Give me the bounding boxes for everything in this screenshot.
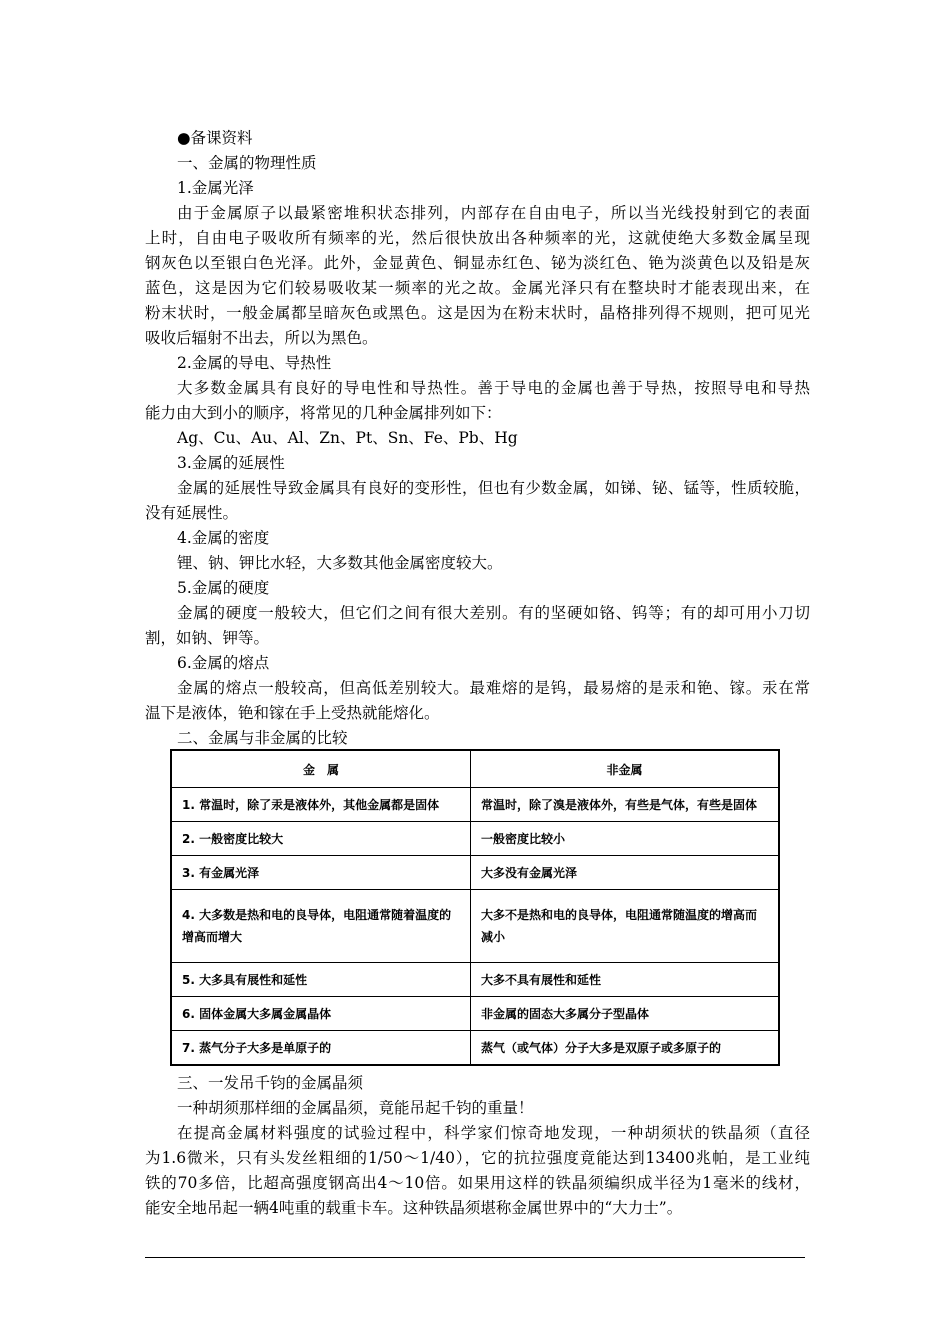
paragraph-line: 割，如钠、钾等。 (145, 629, 270, 647)
paragraph-line: 粉末状时，一般金属都呈暗灰色或黑色。这是因为在粉末状时，晶格排列得不规则，把可见光 (145, 304, 810, 322)
table-row (171, 788, 779, 822)
table-cell: 常温时，除了溴是液体外，有些是气体，有些是固体 (471, 788, 780, 822)
subsection-title: 1.金属光泽 (177, 179, 254, 197)
footer-divider (145, 1257, 805, 1258)
table-header-row (171, 750, 779, 788)
section-2-title: 二、金属与非金属的比较 (177, 729, 348, 747)
paragraph-line: 上时，自由电子吸收所有频率的光，然后很快放出各种频率的光，这就使绝大多数金属呈现 (145, 229, 810, 247)
paragraph-line: 钢灰色以至银白色光泽。此外，金显黄色、铜显赤红色、铋为淡红色、铯为淡黄色以及铅是灰 (145, 254, 810, 272)
paragraph-line: 温下是液体，铯和镓在手上受热就能熔化。 (145, 704, 440, 722)
subsection-title: 2.金属的导电、导热性 (177, 354, 332, 372)
subsection-title: 6.金属的熔点 (177, 654, 270, 672)
subsection-title: 3.金属的延展性 (177, 454, 285, 472)
table-row (171, 963, 779, 997)
table-row (171, 997, 779, 1031)
column-header-metal: 金 属 (171, 750, 471, 788)
table-cell: 5. 大多具有展性和延性 (171, 963, 471, 997)
paragraph-line: 在提高金属材料强度的试验过程中，科学家们惊奇地发现，一种胡须状的铁晶须（直径 (177, 1124, 810, 1142)
table-cell: 4. 大多数是热和电的良导体，电阻通常随着温度的增高而增大 (171, 890, 471, 963)
table-cell: 6. 固体金属大多属金属晶体 (171, 997, 471, 1031)
paragraph-line: 金属的延展性导致金属具有良好的变形性，但也有少数金属，如锑、铋、锰等，性质较脆， (177, 479, 810, 497)
paragraph-line: 吸收后辐射不出去，所以为黑色。 (145, 329, 378, 347)
table-cell: 一般密度比较小 (471, 822, 780, 856)
paragraph-line: 铁的70多倍，比超高强度钢高出4～10倍。如果用这样的铁晶须编织成半径为1毫米的线材， (145, 1174, 810, 1192)
section-header: ●备课资料 (177, 129, 253, 147)
table-cell: 蒸气（或气体）分子大多是双原子或多原子的 (471, 1031, 780, 1066)
table-cell: 大多没有金属光泽 (471, 856, 780, 890)
table-row (171, 890, 779, 963)
paragraph-line: 能安全地吊起一辆4吨重的载重卡车。这种铁晶须堪称金属世界中的“大力士”。 (145, 1199, 683, 1217)
table-cell: 1. 常温时，除了汞是液体外，其他金属都是固体 (171, 788, 471, 822)
table-cell: 3. 有金属光泽 (171, 856, 471, 890)
column-header-nonmetal: 非金属 (471, 750, 780, 788)
paragraph-line: 没有延展性。 (145, 504, 239, 522)
comparison-table (170, 749, 780, 1066)
table-row (171, 822, 779, 856)
table-cell: 7. 蒸气分子大多是单原子的 (171, 1031, 471, 1066)
paragraph-line: 大多数金属具有良好的导电性和导热性。善于导电的金属也善于导热，按照导电和导热 (177, 379, 810, 397)
table-row (171, 1031, 779, 1066)
paragraph-line: 锂、钠、钾比水轻，大多数其他金属密度较大。 (177, 554, 503, 572)
metal-order-list: Ag、Cu、Au、Al、Zn、Pt、Sn、Fe、Pb、Hg (177, 429, 518, 447)
section-1-title: 一、金属的物理性质 (177, 154, 317, 172)
section-3-title: 三、一发吊千钧的金属晶须 (177, 1074, 364, 1092)
paragraph-line: 一种胡须那样细的金属晶须，竟能吊起千钧的重量！ (177, 1099, 534, 1117)
paragraph-line: 金属的硬度一般较大，但它们之间有很大差别。有的坚硬如铬、钨等；有的却可用小刀切 (177, 604, 810, 622)
paragraph-line: 金属的熔点一般较高，但高低差别较大。最难熔的是钨，最易熔的是汞和铯、镓。汞在常 (177, 679, 810, 697)
table-cell: 大多不是热和电的良导体，电阻通常随温度的增高而减小 (471, 890, 780, 963)
table-row (171, 856, 779, 890)
subsection-title: 4.金属的密度 (177, 529, 270, 547)
table-cell: 大多不具有展性和延性 (471, 963, 780, 997)
paragraph-line: 能力由大到小的顺序，将常见的几种金属排列如下： (145, 404, 502, 422)
subsection-title: 5.金属的硬度 (177, 579, 270, 597)
table-cell: 非金属的固态大多属分子型晶体 (471, 997, 780, 1031)
table-cell: 2. 一般密度比较大 (171, 822, 471, 856)
paragraph-line: 由于金属原子以最紧密堆积状态排列，内部存在自由电子，所以当光线投射到它的表面 (177, 204, 810, 222)
paragraph-line: 蓝色，这是因为它们较易吸收某一频率的光之故。金属光泽只有在整块时才能表现出来，在 (145, 279, 810, 297)
paragraph-line: 为1.6微米，只有头发丝粗细的1/50～1/40），它的抗拉强度竟能达到13400兆帕，是工业纯 (145, 1149, 810, 1167)
